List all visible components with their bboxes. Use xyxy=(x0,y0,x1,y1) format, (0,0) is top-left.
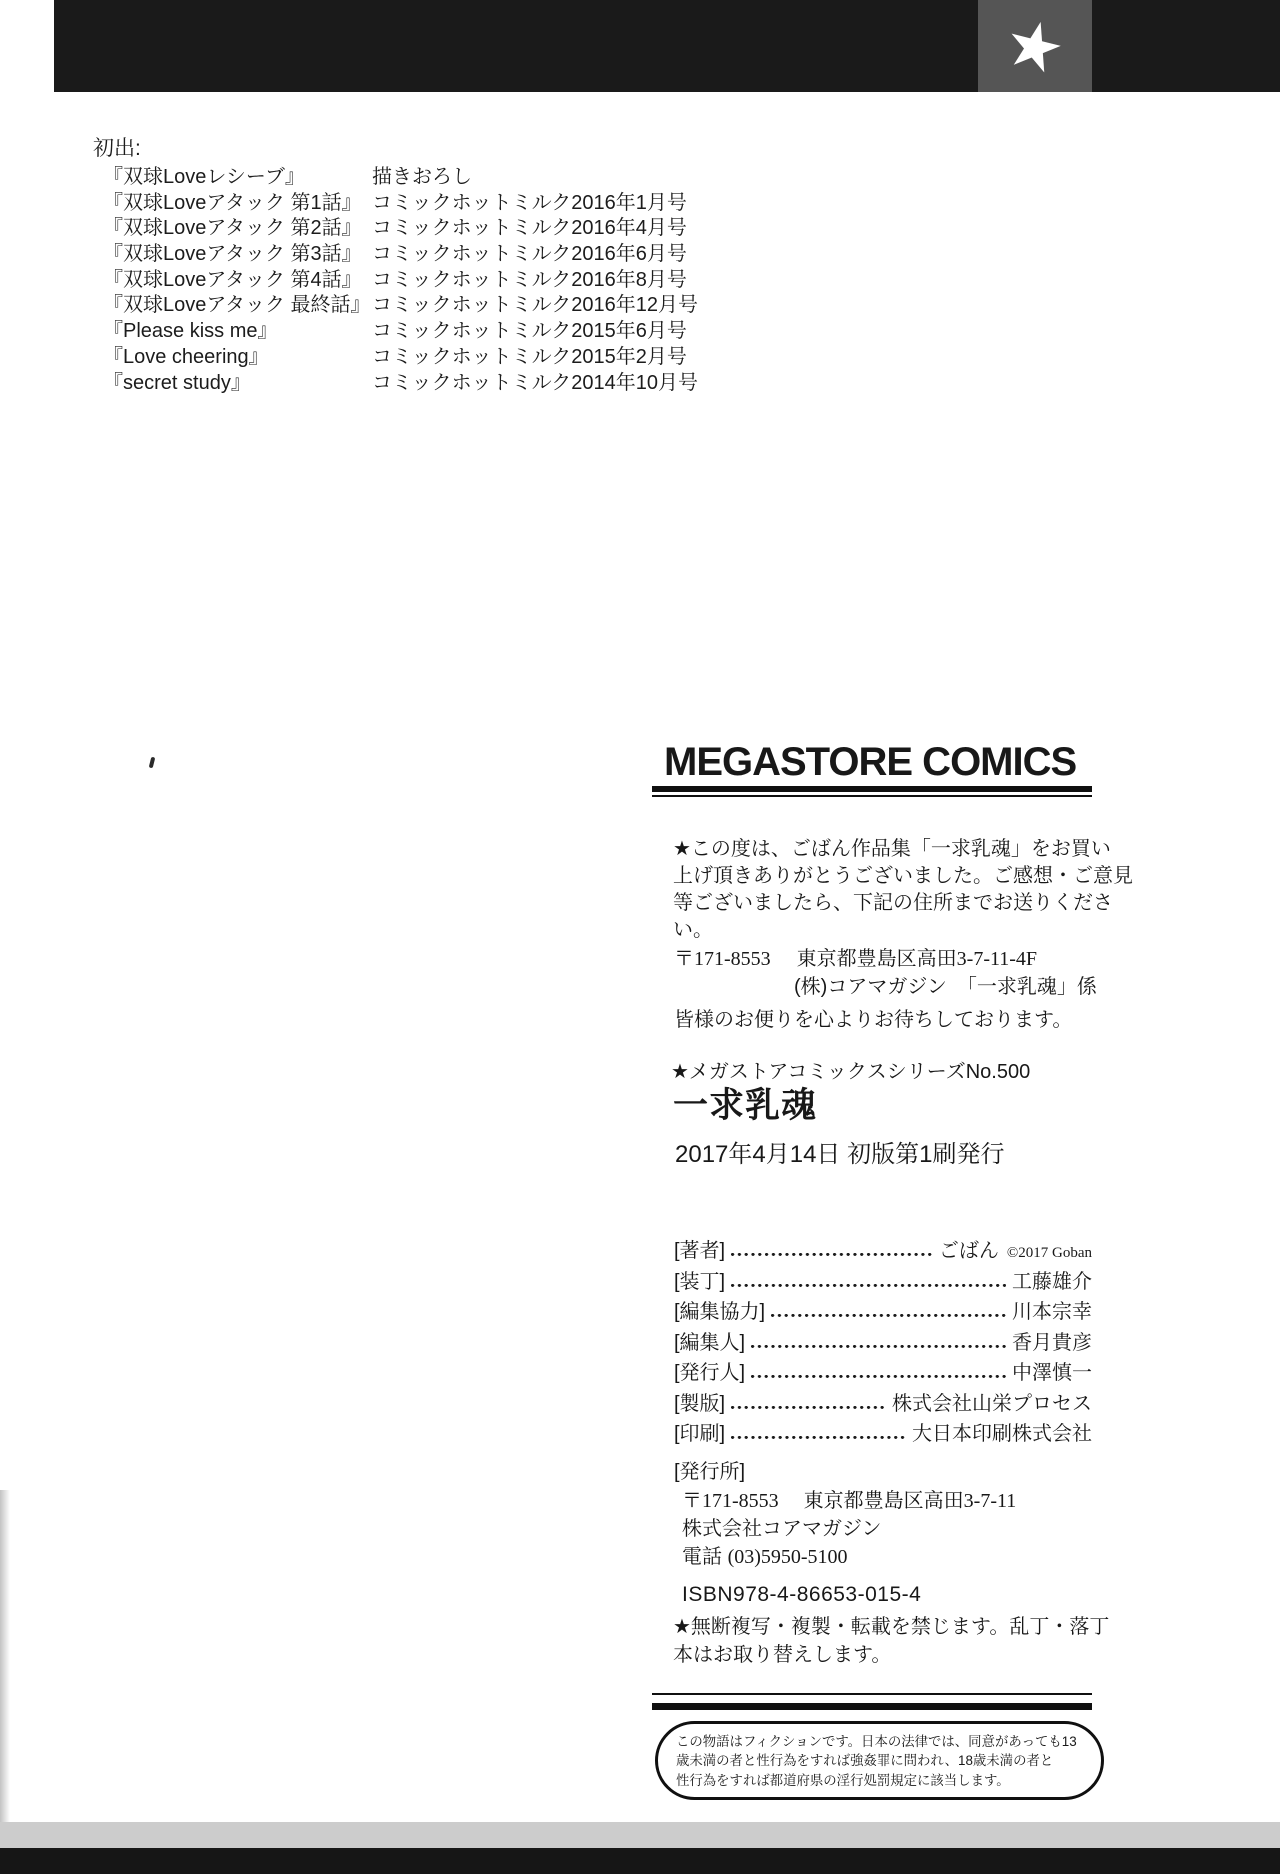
dotted-leader xyxy=(731,1271,1006,1293)
publisher-phone xyxy=(682,1545,848,1569)
publication-source: コミックホットミルク2016年6月号 xyxy=(372,243,687,266)
publication-row xyxy=(93,216,698,242)
publication-source: 描きおろし xyxy=(372,166,472,188)
phone-label: 電話 xyxy=(682,1546,722,1568)
copy-warning-line: 本はお取り替えします。 xyxy=(673,1643,892,1666)
star-icon: ★ xyxy=(997,2,1073,90)
credit-label: [編集協力] xyxy=(674,1301,766,1323)
credit-row xyxy=(674,1362,1092,1384)
credit-row xyxy=(674,1423,1092,1445)
credit-label: [編集人] xyxy=(674,1331,746,1354)
publication-row xyxy=(93,293,698,319)
thanks-line: 等ございましたら、下記の住所までお送りくださ xyxy=(673,892,1113,914)
work-title: 『双球Loveアタック 第4話』 xyxy=(103,268,362,291)
book-title: 一求乳魂 xyxy=(673,1086,818,1125)
thanks-line: ★この度は、ごばん作品集「一求乳魂」をお買い xyxy=(673,838,1111,860)
credit-row xyxy=(674,1332,1092,1354)
credit-value: 中澤慎一 xyxy=(1012,1362,1092,1384)
publication-row xyxy=(93,191,698,217)
publisher-address xyxy=(682,1489,1016,1513)
work-title: 『双球Loveレシーブ』 xyxy=(103,166,305,188)
publication-row xyxy=(93,165,698,191)
logo-rule-thick xyxy=(652,786,1092,792)
credits-list xyxy=(674,1240,1092,1454)
credit-row xyxy=(674,1301,1092,1323)
credit-label: [製版] xyxy=(674,1392,726,1415)
work-title: 『双球Loveアタック 第1話』 xyxy=(103,191,362,214)
thanks-line: い。 xyxy=(673,919,713,941)
publication-row xyxy=(93,268,698,294)
credit-label: [印刷] xyxy=(674,1423,726,1445)
credit-copyright: ©2017 Goban xyxy=(1006,1245,1092,1261)
reader-postal-code: 〒171-8553 xyxy=(674,948,771,970)
publication-source: コミックホットミルク2016年4月号 xyxy=(372,217,687,240)
reader-address-line1 xyxy=(674,947,1037,972)
publication-row xyxy=(93,319,698,345)
dotted-leader xyxy=(771,1301,1006,1323)
publisher-label: [発行所] xyxy=(674,1461,746,1483)
thanks-paragraph xyxy=(673,836,1133,944)
fiction-disclaimer-line: 歳未満の者と性行為をすれば強姦罪に問われ、18歳未満の者と xyxy=(676,1753,1054,1769)
publication-row xyxy=(93,371,698,397)
publication-source: コミックホットミルク2016年12月号 xyxy=(372,294,698,317)
publication-source: コミックホットミルク2015年2月号 xyxy=(372,345,687,368)
phone-number: (03)5950-5100 xyxy=(727,1546,848,1568)
publication-source: コミックホットミルク2014年10月号 xyxy=(372,371,698,394)
copy-warning-line: ★無断複写・複製・転載を禁じます。乱丁・落丁 xyxy=(673,1616,1110,1638)
publication-source: コミックホットミルク2015年6月号 xyxy=(372,320,687,343)
credit-value: 株式会社山栄プロセス xyxy=(892,1392,1092,1415)
thanks-line: 上げ頂きありがとうございました。ご感想・ご意見 xyxy=(673,865,1133,887)
waiting-note: 皆様のお便りを心よりお待ちしております。 xyxy=(674,1009,1073,1031)
work-title: 『Love cheering』 xyxy=(103,345,269,368)
isbn: ISBN978-4-86653-015-4 xyxy=(682,1583,922,1606)
work-title: 『双球Loveアタック 最終話』 xyxy=(103,294,371,317)
work-title: 『Please kiss me』 xyxy=(103,320,278,343)
publisher-street: 東京都豊島区高田 xyxy=(803,1490,964,1512)
credit-value: 川本宗幸 xyxy=(1012,1301,1092,1323)
megastore-comics-logo: MEGASTORE COMICS xyxy=(664,740,1077,784)
reader-street: 東京都豊島区高田 xyxy=(796,948,957,970)
credit-value: 大日本印刷株式会社 xyxy=(912,1423,1092,1445)
credit-value: 工藤雄介 xyxy=(1012,1270,1092,1293)
credit-value: ごばん xyxy=(938,1240,999,1262)
fiction-disclaimer-box xyxy=(655,1721,1104,1800)
copy-warning xyxy=(673,1614,1109,1669)
fiction-disclaimer-line: 性行為をすれば都道府県の淫行処罰規定に該当します。 xyxy=(676,1772,1010,1788)
work-title: 『双球Loveアタック 第2話』 xyxy=(103,217,362,240)
work-title: 『双球Loveアタック 第3話』 xyxy=(103,243,362,266)
page-curl-shadow xyxy=(0,1490,10,1822)
reader-address-line2: (株)コアマガジン 「一求乳魂」係 xyxy=(794,976,1097,998)
dotted-leader xyxy=(751,1362,1006,1384)
dotted-leader xyxy=(731,1393,886,1415)
publication-source: コミックホットミルク2016年8月号 xyxy=(372,268,687,291)
footer-rule-thick xyxy=(652,1703,1092,1710)
credit-value: 香月貴彦 xyxy=(1012,1331,1092,1354)
series-number: ★メガストアコミックスシリーズNo.500 xyxy=(671,1061,1031,1083)
dotted-leader xyxy=(751,1332,1006,1354)
publication-source: コミックホットミルク2016年1月号 xyxy=(372,191,687,214)
publication-row xyxy=(93,345,698,371)
credit-row xyxy=(674,1393,1092,1415)
publisher-postal-code: 〒171-8553 xyxy=(682,1490,779,1512)
logo-rule-thin xyxy=(652,795,1092,797)
first-publication-rows xyxy=(93,165,698,396)
publication-row xyxy=(93,242,698,268)
credit-label: [発行人] xyxy=(674,1362,746,1384)
dotted-leader xyxy=(731,1240,933,1262)
scan-mark xyxy=(149,757,156,769)
fiction-disclaimer-line: この物語はフィクションです。日本の法律では、同意があっても13 xyxy=(676,1734,1077,1749)
credit-row xyxy=(674,1271,1092,1293)
footer-rule-thin xyxy=(652,1693,1092,1695)
credit-row xyxy=(674,1240,1092,1262)
dotted-leader xyxy=(731,1423,906,1445)
print-date: 2017年4月14日 初版第1刷発行 xyxy=(675,1141,1005,1168)
credit-label: [著者] xyxy=(674,1240,726,1262)
first-publication-heading: 初出: xyxy=(93,137,141,160)
credit-label: [装丁] xyxy=(674,1270,726,1293)
first-publication-list xyxy=(93,136,698,396)
colophon xyxy=(652,0,1133,1874)
reader-street-number: 3-7-11-4F xyxy=(956,948,1038,970)
work-title: 『secret study』 xyxy=(103,371,251,394)
publisher-company: 株式会社コアマガジン xyxy=(682,1518,882,1540)
publisher-street-number: 3-7-11 xyxy=(963,1490,1017,1512)
